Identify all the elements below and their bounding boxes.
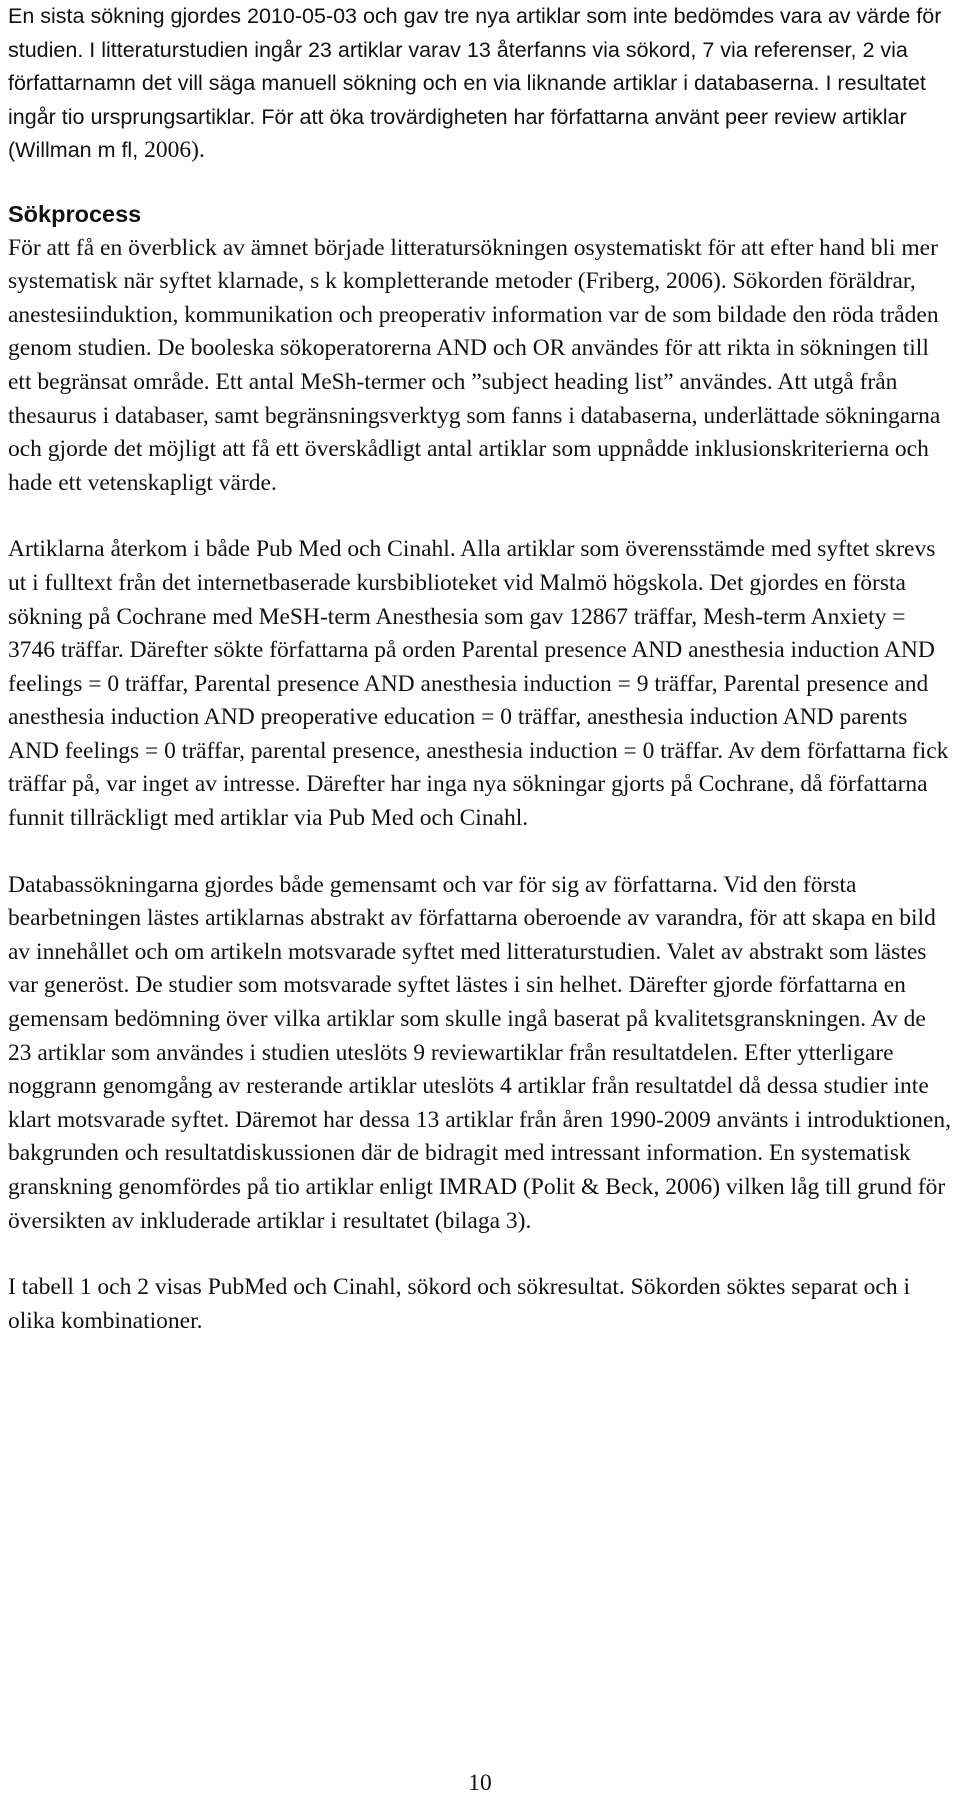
intro-paragraph-year: 2006). xyxy=(144,137,205,164)
paragraph-spacer xyxy=(8,1238,952,1271)
paragraph-databaser: Artiklarna återkom i både Pub Med och Cinahl. Alla artiklar som överensstämde med syftet skrevs ut i fulltext från det internetbaserade kursbiblioteket vid Malmö högskola. Det gjordes en första sökning på Cochrane med MeSH-term Anesthesia som gav 12867 träffar, Mesh-term Anxiety = 3746 träffar. Därefter sökte författarna på orden Parental presence AND anesthesia induction AND feelings = 0 träffar, Parental presence AND anesthesia induction = 9 träffar, Parental presence and anesthesia induction AND preoperative education = 0 träffar, anesthesia induction AND parents AND feelings = 0 träffar, parental presence, anesthesia induction = 0 träffar. Av dem författarna fick träffar på, var inget av intresse. Därefter har inga nya sökningar gjorts på Cochrane, då författarna funnit tillräckligt med artiklar via Pub Med och Cinahl. xyxy=(8,536,949,832)
paragraph-spacer xyxy=(8,500,952,533)
intro-paragraph-text: En sista sökning gjordes 2010-05-03 och gav tre nya artiklar som inte bedömdes vara av värde för studien. I litteraturstudien ingår 23 artiklar varav 13 återfanns via sökord, 7 via referenser, 2 via författarnamn det vill säga manuell sökning och en via liknande artiklar i databaserna. I resultatet ingår tio ursprungsartiklar. För att öka trovärdigheten har författarna använt peer review artiklar (Willman m fl, xyxy=(8,4,942,163)
paragraph-spacer xyxy=(8,836,952,869)
paragraph-granskning: Databassökningarna gjordes både gemensamt och var för sig av författarna. Vid den första bearbetningen lästes artiklarnas abstrakt av författarna oberoende av varandra, för att skapa en bild av innehållet och om artikeln motsvarade syftet med litteraturstudien. Valet av abstrakt som lästes var generöst. De studier som motsvarade syftet lästes i sin helhet. Därefter gjorde författarna en gemensam bedömning över vilka artiklar som skulle ingå baserat på kvalitetsgranskningen. Av de 23 artiklar som användes i studien uteslöts 9 reviewartiklar från resultatdelen. Efter ytterligare noggrann genomgång av resterande artiklar uteslöts 4 artiklar från resultatdel då dessa studier inte klart motsvarade syftet. Däremot har dessa 13 artiklar från åren 1990-2009 använts i introduktionen, bakgrunden och resultatdiskussionen där de bidragit med intressant information. En systematisk granskning genomfördes på tio artiklar enligt IMRAD (Polit & Beck, 2006) vilken låg till grund för översikten av inkluderade artiklar i resultatet (bilaga 3). xyxy=(8,871,951,1234)
paragraph-spacer xyxy=(8,168,952,198)
paragraph-sokprocess: För att få en överblick av ämnet började litteratursökningen osystematiskt för att efter hand bli mer systematisk när syftet klarnade, s k kompletterande metoder (Friberg, 2006). Sökorden föräldrar, anestesiinduktion, kommunikation och preoperativ information var de som bildade den röda tråden genom studien. De booleska sökoperatorerna AND och OR användes för att rikta in sökningen till ett begränsat område. Ett antal MeSh-termer och ”subject heading list” användes. Att utgå från thesaurus i databaser, samt begränsningsverktyg som fanns i databaserna, underlättade sökningarna och gjorde det möjligt att få ett överskådligt antal artiklar som uppnådde inklusionskriterierna och hade ett vetenskapligt värde. xyxy=(8,234,941,496)
paragraph-tabeller: I tabell 1 och 2 visas PubMed och Cinahl, sökord och sökresultat. Sökorden söktes separat och i olika kombinationer. xyxy=(8,1274,910,1334)
section-heading: Sökprocess xyxy=(8,200,142,227)
document-page xyxy=(8,0,952,1338)
intro-paragraph xyxy=(8,0,952,168)
page-number: 10 xyxy=(468,1770,492,1796)
